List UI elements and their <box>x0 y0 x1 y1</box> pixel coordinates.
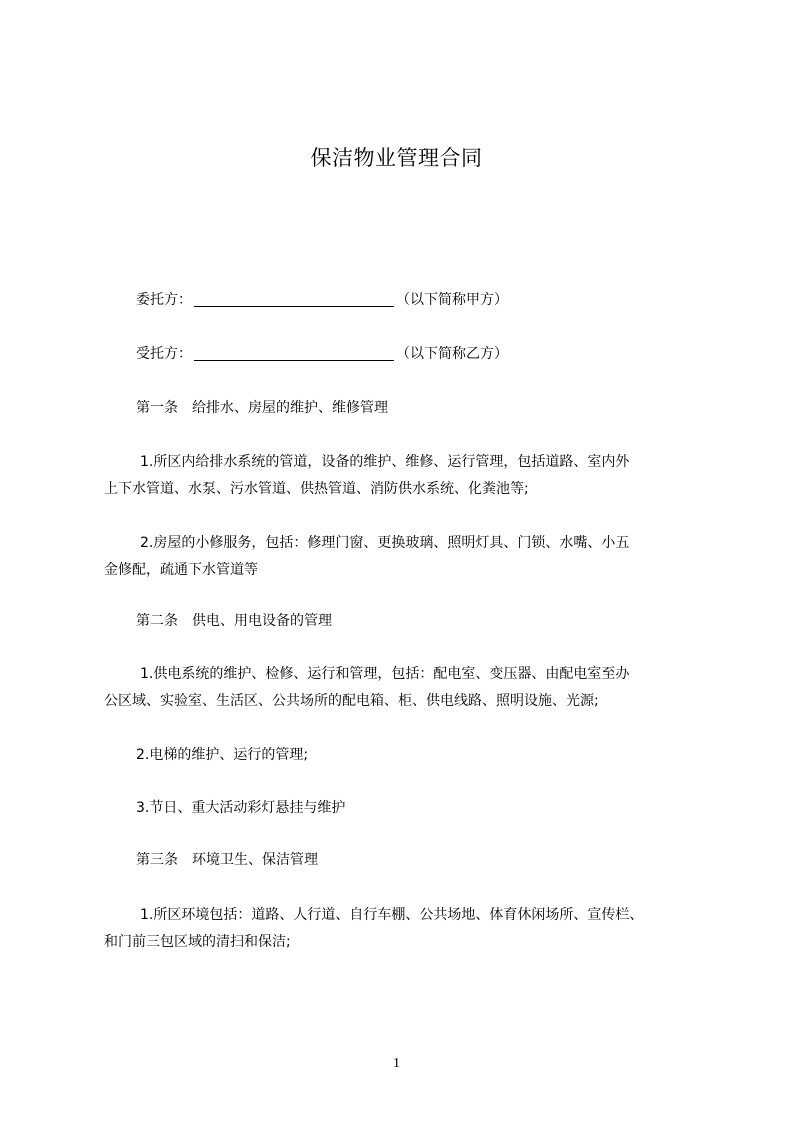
party-b-line <box>136 344 508 364</box>
page-number: 1 <box>393 1056 400 1071</box>
article-2-item-1-line-2: 公区域、实验室、生活区、公共场所的配电箱、柜、供电线路、照明设施、光源; <box>104 693 599 709</box>
article-3-item-1-line-2: 和门前三包区域的清扫和保洁; <box>104 934 291 950</box>
article-1-heading: 第一条 给排水、房屋的维护、维修管理 <box>136 400 388 416</box>
party-a-note: （以下简称甲方） <box>396 292 508 308</box>
party-b-note: （以下简称乙方） <box>396 346 508 362</box>
article-1-item-1-line-2: 上下水管道、水泵、污水管道、供热管道、消防供水系统、化粪池等; <box>104 481 529 497</box>
article-2-heading: 第二条 供电、用电设备的管理 <box>136 613 332 629</box>
party-a-line <box>136 290 508 310</box>
article-1-item-1-line-1: 1.所区内给排水系统的管道，设备的维护、维修、运行管理，包括道路、室内外 <box>140 454 630 470</box>
article-1-item-2-line-1: 2.房屋的小修服务，包括：修理门窗、更换玻璃、照明灯具、门锁、水嘴、小五 <box>140 535 630 551</box>
article-2-item-2: 2.电梯的维护、运行的管理; <box>136 747 309 763</box>
party-b-blank <box>194 346 394 361</box>
article-2-item-3: 3.节日、重大活动彩灯悬挂与维护 <box>136 800 346 816</box>
article-2-item-1-line-1: 1.供电系统的维护、检修、运行和管理，包括：配电室、变压器、由配电室至办 <box>140 666 630 682</box>
party-b-label: 受托方： <box>136 346 192 362</box>
contract-title: 保洁物业管理合同 <box>310 146 483 170</box>
article-3-item-1-line-1: 1.所区环境包括：道路、人行道、自行车棚、公共场地、体育休闲场所、宣传栏、 <box>140 907 644 923</box>
party-a-blank <box>194 292 394 307</box>
party-a-label: 委托方： <box>136 292 192 308</box>
article-1-item-2-line-2: 金修配，疏通下水管道等 <box>104 562 258 578</box>
article-3-heading: 第三条 环境卫生、保洁管理 <box>136 852 318 868</box>
